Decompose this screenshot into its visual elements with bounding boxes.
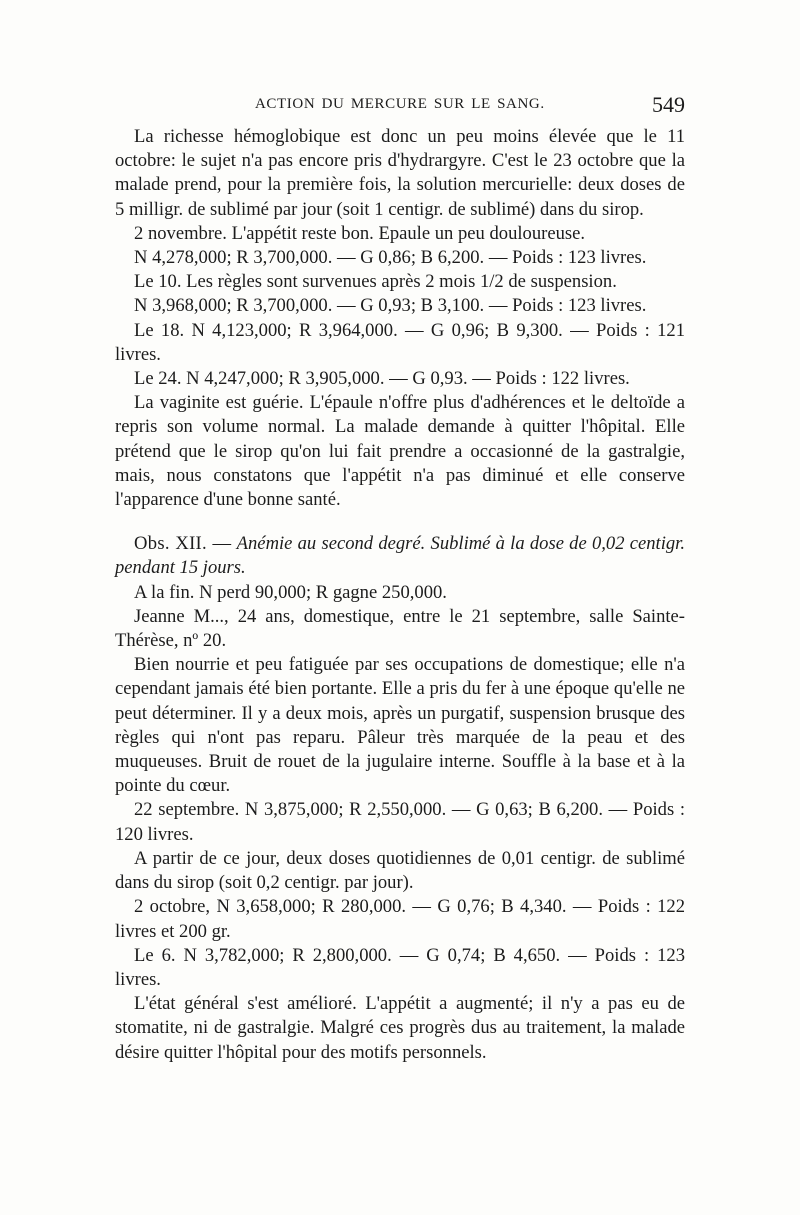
observation-title: Anémie au second degré. Sublimé à la dose de 0,02 centigr. pendant 15 jours. xyxy=(115,533,685,579)
paragraph: 2 octobre, N 3,658,000; R 280,000. — G 0,76; B 4,340. — Poids : 122 livres et 200 gr. xyxy=(115,896,685,942)
paragraph: La vaginite est guérie. L'épaule n'offre plus d'adhérences et le deltoïde a repris son volume normal. La malade demande à quitter l'hôpital. Elle prétend que le sirop qu'on lui fait prendre a occasionné de la gastralgie, mais, nous constatons que l'appétit n'a pas diminué et elle conserve l'apparence d'une bonne santé. xyxy=(115,392,685,511)
page-header xyxy=(115,92,685,120)
paragraph: Le 18. N 4,123,000; R 3,964,000. — G 0,96; B 9,300. — Poids : 121 livres. xyxy=(115,319,685,365)
paragraph: Le 10. Les règles sont survenues après 2 mois 1/2 de suspension. xyxy=(134,271,617,293)
running-title: ACTION DU MERCURE SUR LE SANG. xyxy=(255,96,545,112)
body-text xyxy=(115,125,685,1065)
paragraph: Bien nourrie et peu fatiguée par ses occupations de domestique; elle n'a cependant jamais été bien portante. Elle a pris du fer à une époque qu'elle ne peut déterminer. Il y a deux mois, après un purgatif, suspension brusque des règles qui n'ont pas reparu. Pâleur très marquée de la peau et des muqueuses. Bruit de rouet de la jugulaire interne. Souffle à la base et à la pointe du cœur. xyxy=(115,654,685,797)
paragraph: Le 24. N 4,247,000; R 3,905,000. — G 0,93. — Poids : 122 livres. xyxy=(134,368,630,390)
paragraph: N 3,968,000; R 3,700,000. — G 0,93; B 3,100. — Poids : 123 livres. xyxy=(134,295,647,317)
paragraph: Le 6. N 3,782,000; R 2,800,000. — G 0,74; B 4,650. — Poids : 123 livres. xyxy=(115,944,685,990)
paragraph: A partir de ce jour, deux doses quotidiennes de 0,01 centigr. de sublimé dans du sirop (soit 0,2 centigr. par jour). xyxy=(115,847,685,894)
paragraph: Jeanne M..., 24 ans, domestique, entre le 21 septembre, salle Sainte-Thérèse, nº 20. xyxy=(115,605,685,652)
paragraph: La richesse hémoglobique est donc un peu moins élevée que le 11 octobre: le sujet n'a pas encore pris d'hydrargyre. C'est le 23 octobre que la malade prend, pour la première fois, la solution mercurielle: deux doses de 5 milligr. de sublimé par jour (soit 1 centigr. de sublimé) dans du sirop. xyxy=(115,126,685,220)
observation-label: Obs. XII. — xyxy=(134,533,232,555)
observation-heading xyxy=(115,532,685,580)
paragraph: L'état général s'est amélioré. L'appétit a augmenté; il n'y a pas eu de stomatite, ni de gastralgie. Malgré ces progrès dus au traitement, la malade désire quitter l'hôpital pour des motifs personnels. xyxy=(115,993,685,1063)
paragraph: 22 septembre. N 3,875,000; R 2,550,000. — G 0,63; B 6,200. — Poids : 120 livres. xyxy=(115,799,685,845)
paragraph: N 4,278,000; R 3,700,000. — G 0,86; B 6,200. — Poids : 123 livres. xyxy=(134,247,647,269)
paragraph: A la fin. N perd 90,000; R gagne 250,000. xyxy=(134,581,447,603)
page-number: 549 xyxy=(652,92,685,117)
paragraph: 2 novembre. L'appétit reste bon. Epaule un peu douloureuse. xyxy=(134,222,586,244)
